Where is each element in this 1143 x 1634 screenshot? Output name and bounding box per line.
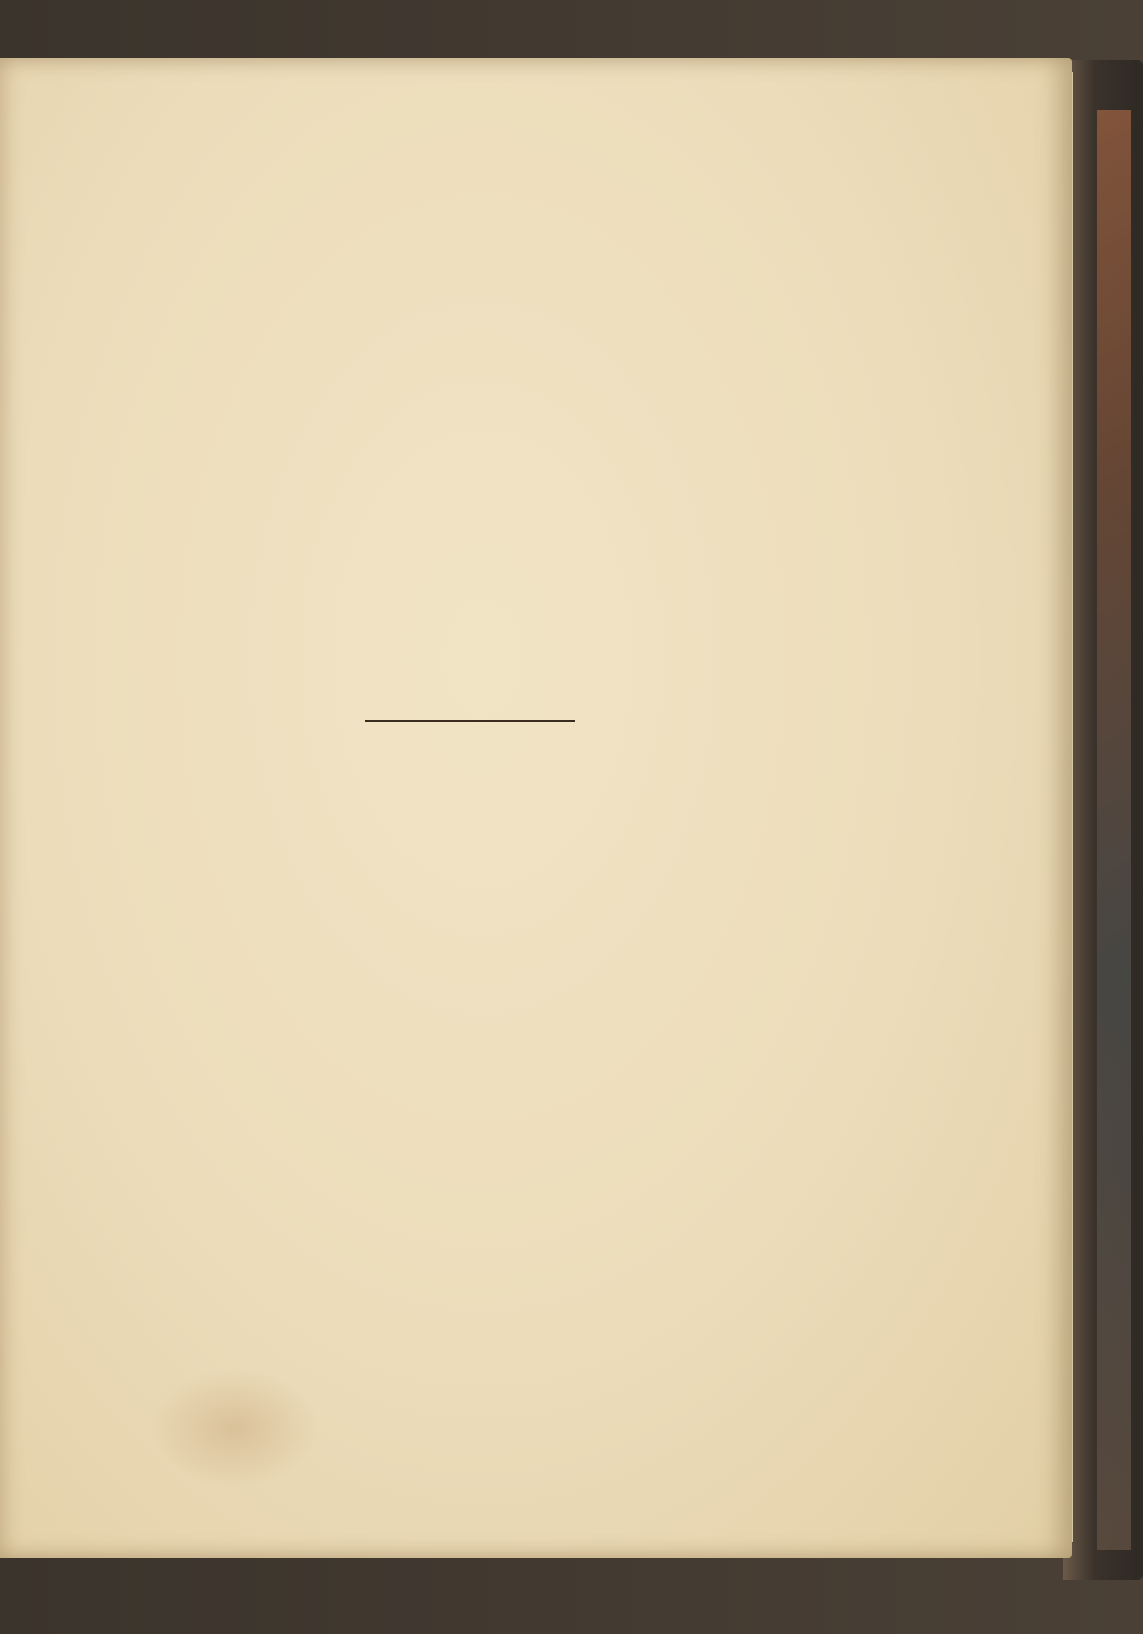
book-page xyxy=(0,58,1072,1558)
book-spine-binding xyxy=(1097,110,1131,1550)
section-separator-rule xyxy=(365,720,575,722)
paper-stain xyxy=(150,1368,320,1488)
